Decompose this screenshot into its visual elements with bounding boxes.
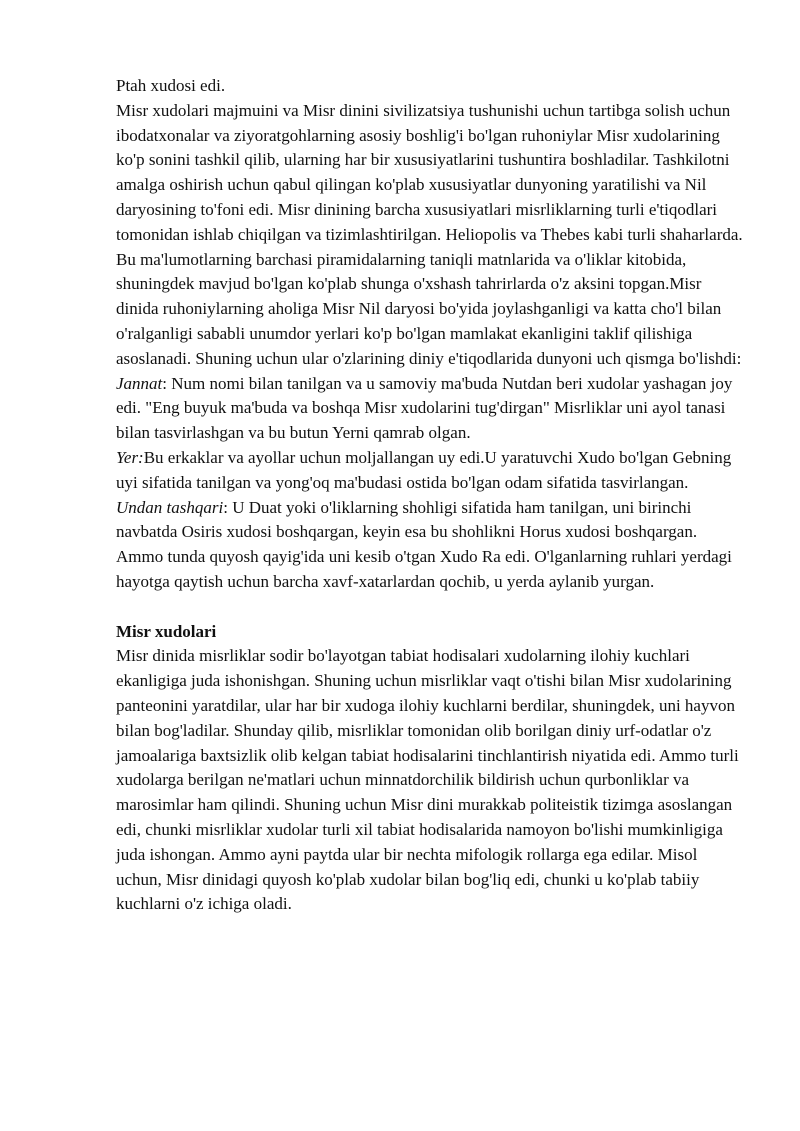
realm-term-heaven: Jannat (116, 373, 163, 393)
realm-text-earth: Bu erkaklar va ayollar uchun moljallangan uy edi.U yaratuvchi Xudo bo'lgan Gebning uyi sifatida tanilgan va yong'oq ma'budasi ostida bo'lgan odam sifatida tasvirlangan. (116, 447, 732, 492)
realm-underworld (116, 496, 746, 595)
realm-heaven (116, 372, 746, 446)
paragraph-intro: Ptah xudosi edi. (116, 76, 226, 95)
realm-text-heaven: : Num nomi bilan tanilgan va u samoviy ma'buda Nutdan beri xudolar yashagan joy edi. "Eng buyuk ma'buda va boshqa Misr xudolarini tug'dirgan" Misrliklar uni ayol tanasi bilan tasvirlashgan va bu butun Yerni qamrab olgan. (116, 373, 733, 443)
paragraph-gap (116, 595, 746, 620)
realm-term-underworld: Undan tashqari (116, 497, 224, 517)
section-heading: Misr xudolari (116, 621, 217, 641)
realm-earth (116, 446, 746, 496)
section-body: Misr dinida misrliklar sodir bo'layotgan tabiat hodisalari xudolarning ilohiy kuchlari ekanligiga juda ishonishgan. Shuning uchun misrliklar vaqt o'tishi bilan Misr xudolarining panteonini yaratdilar, ular har bir xudoga ilohiy kuchlarni berdilar, shuningdek, uni hayvon bilan bog'ladilar. Shunday qilib, misrliklar tomonidan olib borilgan diniy urf-odatlar o'z jamoalariga baxtsizlik olib kelgan tabiat hodisalarini tinchlantirish niyatida edi. Ammo turli xudolarga berilgan ne'matlari uchun minnatdorchilik bildirish uchun qurbonliklar va marosimlar ham qilindi. Shuning uchun Misr dini murakkab politeistik tizimga asoslangan edi, chunki misrliklar xudolar turli xil tabiat hodisalarida namoyon bo'lishi mumkinligiga juda ishongan. Ammo ayni paytda ular bir nechta mifologik rollarga ega edilar. Misol uchun, Misr dinidagi quyosh ko'plab xudolar bilan bog'liq edi, chunki u ko'plab tabiiy kuchlarni o'z ichiga oladi. (116, 646, 739, 914)
realm-text-underworld: : U Duat yoki o'liklarning shohligi sifatida ham tanilgan, uni birinchi navbatda Osiris xudosi boshqargan, keyin esa bu shohlikni Horus xudosi boshqargan. Ammo tunda quyosh qayig'ida uni kesib o'tgan Xudo Ra edi. O'lganlarning ruhlari yerdagi hayotga qaytish uchun barcha xavf-xatarlardan qochib, u yerda aylanib yurgan. (116, 497, 732, 591)
realm-term-earth: Yer: (116, 447, 144, 467)
document-page (116, 74, 746, 917)
paragraph-priests: Misr xudolari majmuini va Misr dinini sivilizatsiya tushunishi uchun tartibga solish uchun ibodatxonalar va ziyoratgohlarning asosiy boshlig'i bo'lgan ruhoniylar Misr xudolarining ko'p sonini tashkil qilib, ularning har bir xususiyatlarini tushuntira boshladilar. Tashkilotni amalga oshirish uchun qabul qilingan ko'plab xususiyatlar dunyoning yaratilishi va Nil daryosining to'foni edi. Misr dinining barcha xususiyatlari misrliklarning turli e'tiqodlari tomonidan ishlab chiqilgan va tizimlashtirilgan. Heliopolis va Thebes kabi turli shaharlarda. Bu ma'lumotlarning barchasi piramidalarning taniqli matnlarida va o'liklar kitobida, shuningdek mavjud bo'lgan ko'plab shunga o'xshash tahrirlarda o'z aksini topgan.Misr dinida ruhoniylarning aholiga Misr Nil daryosi bo'yida joylashganligi va katta cho'l bilan o'ralganligi sababli unumdor yerlari ko'p bo'lgan mamlakat ekanligini taklif qilishiga asoslanadi. Shuning uchun ular o'zlarining diniy e'tiqodlarida dunyoni uch qismga bo'lishdi: (116, 100, 743, 368)
